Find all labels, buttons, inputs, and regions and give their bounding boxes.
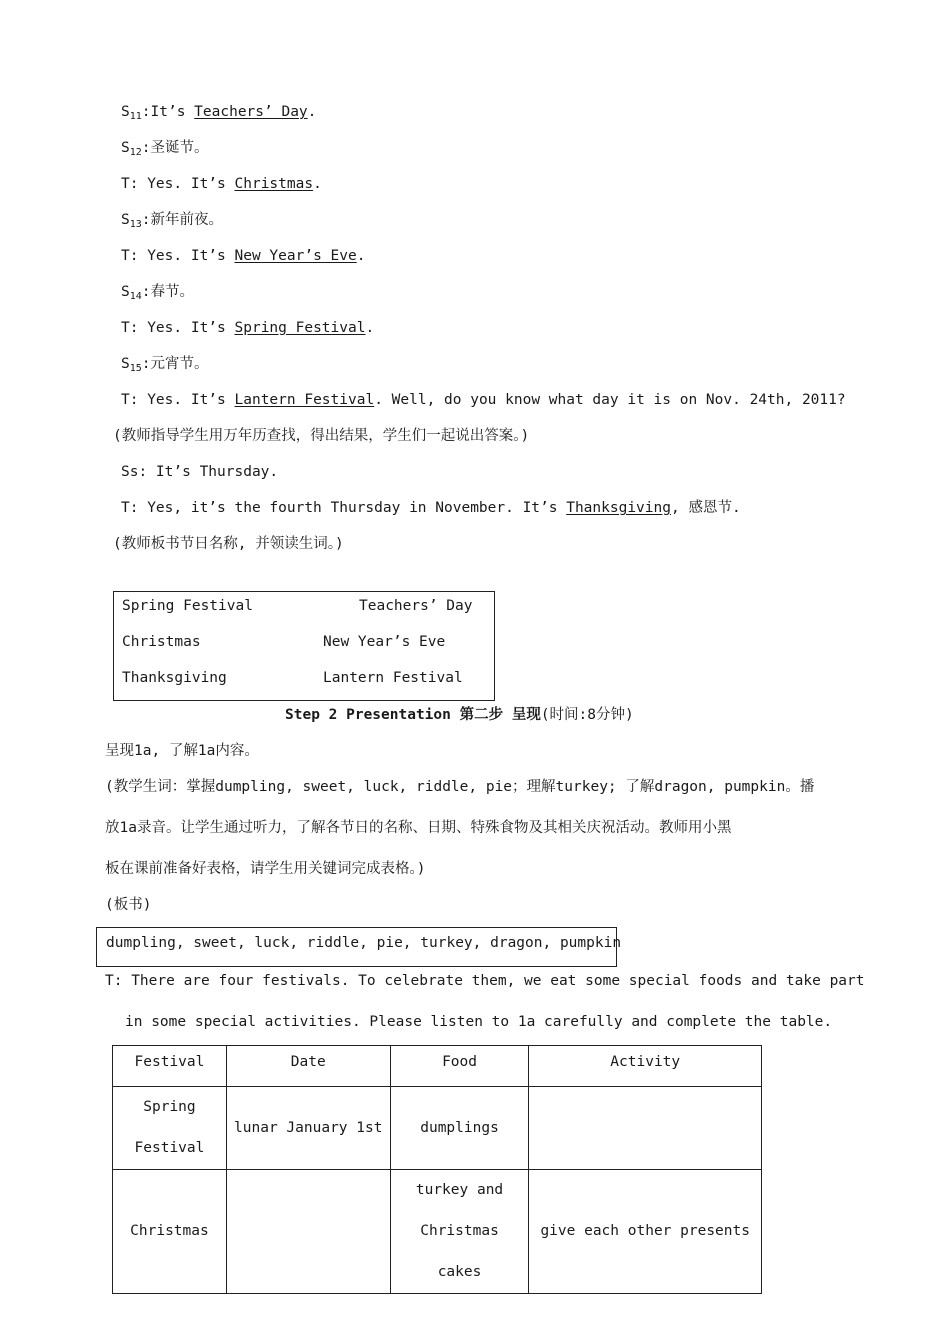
- dialogue-line: [121, 102, 316, 127]
- dialogue-text: S: [121, 284, 130, 300]
- table-header: Date: [226, 1046, 390, 1087]
- dialogue-text: :It’s: [141, 104, 195, 120]
- dialogue-text: S: [121, 140, 130, 156]
- activity-cell: give each other presents: [529, 1170, 762, 1294]
- step-title: Step 2 Presentation 第二步 呈现: [285, 707, 541, 723]
- underlined-term: Christmas: [234, 176, 314, 192]
- dialogue-line: [121, 498, 741, 518]
- festival-names-box: [113, 591, 495, 701]
- festival-name: Teachers’ Day: [359, 598, 473, 614]
- underlined-term: Thanksgiving: [566, 500, 671, 516]
- food-text: dumplings: [420, 1119, 499, 1136]
- table-header: Activity: [529, 1046, 762, 1087]
- festival-cell: [113, 1087, 227, 1170]
- festival-text: Christmas: [130, 1223, 209, 1239]
- food-text: turkey and: [415, 1182, 504, 1198]
- festival-name: Spring Festival: [122, 598, 253, 614]
- vocabulary-box: [96, 927, 622, 967]
- festival-name: New Year’s Eve: [323, 634, 446, 650]
- dialogue-text: T: Yes. It’s: [121, 176, 235, 192]
- underlined-term: Lantern Festival: [234, 392, 375, 408]
- underlined-term: Teachers’ Day: [194, 104, 308, 120]
- dialogue-text: , 感恩节.: [670, 500, 741, 516]
- table-header: Food: [390, 1046, 529, 1087]
- dialogue-line: [121, 282, 194, 307]
- festival-name: Christmas: [122, 634, 201, 650]
- date-cell: [226, 1170, 390, 1294]
- teacher-instruction: T: There are four festivals. To celebrate them, we eat some special foods and take part: [105, 973, 865, 989]
- festival-name: Lantern Festival: [323, 670, 463, 686]
- step-heading: [285, 705, 634, 725]
- speaker-number: 14: [129, 291, 142, 302]
- dialogue-text: (教师板书节日名称, 并领读生词。): [113, 536, 344, 552]
- dialogue-text: :春节。: [141, 284, 195, 300]
- dialogue-line: [121, 390, 846, 410]
- dialogue-text: .: [307, 104, 317, 120]
- speaker-number: 12: [129, 147, 142, 158]
- speaker-number: 11: [129, 111, 142, 122]
- underlined-term: Spring Festival: [234, 320, 366, 336]
- dialogue-text: T: Yes. It’s: [121, 392, 235, 408]
- step-time: (时间:8分钟): [540, 707, 634, 723]
- teaching-note-line: (教学生词：掌握dumpling, sweet, luck, riddle, pie；理解turkey; 了解dragon, pumpkin。播: [105, 779, 815, 795]
- table-row: [113, 1170, 762, 1294]
- speaker-number: 13: [129, 219, 142, 230]
- table-header: Festival: [113, 1046, 227, 1087]
- dialogue-text: S: [121, 212, 130, 228]
- teacher-instruction: in some special activities. Please listen to 1a carefully and complete the table.: [125, 1014, 833, 1030]
- dialogue-text: Ss: It’s Thursday.: [121, 464, 279, 480]
- dialogue-text: :新年前夜。: [141, 212, 224, 228]
- vocabulary-list: dumpling, sweet, luck, riddle, pie, turkey, dragon, pumpkin: [106, 935, 622, 951]
- table-row: [113, 1087, 762, 1170]
- speaker-number: 15: [129, 363, 142, 374]
- date-cell: lunar January 1st: [226, 1087, 390, 1170]
- table-header-row: [113, 1046, 762, 1087]
- dialogue-line: [121, 174, 322, 194]
- dialogue-line: [121, 354, 209, 379]
- dialogue-line: [121, 318, 374, 338]
- dialogue-text: .: [365, 320, 375, 336]
- dialogue-line: [121, 138, 209, 163]
- dialogue-line: [121, 462, 278, 482]
- food-text: Christmas cakes: [420, 1223, 499, 1280]
- board-label: (板书): [105, 897, 152, 913]
- dialogue-text: . Well, do you know what day it is on Nov. 24th, 2011?: [374, 392, 846, 408]
- dialogue-text: .: [313, 176, 322, 192]
- dialogue-line: [121, 210, 223, 235]
- dialogue-text: .: [356, 248, 366, 264]
- dialogue-line: [113, 534, 344, 554]
- dialogue-text: T: Yes, it’s the fourth Thursday in November. It’s: [121, 500, 567, 516]
- dialogue-text: :元宵节。: [141, 356, 209, 372]
- dialogue-text: S: [121, 356, 130, 372]
- teaching-note-line: 放1a录音。让学生通过听力，了解各节日的名称、日期、特殊食物及其相关庆祝活动。教师用小黑: [105, 820, 732, 836]
- festival-text: Spring: [143, 1099, 196, 1115]
- festival-name: Thanksgiving: [122, 670, 227, 686]
- food-cell: [390, 1170, 529, 1294]
- dialogue-line: [113, 426, 529, 446]
- food-cell: [390, 1087, 529, 1170]
- teaching-note-line: 板在课前准备好表格，请学生用关键词完成表格。): [105, 861, 426, 877]
- dialogue-line: [121, 246, 365, 266]
- dialogue-text: T: Yes. It’s: [121, 320, 235, 336]
- festival-cell: [113, 1170, 227, 1294]
- underlined-term: New Year’s Eve: [234, 248, 357, 264]
- festival-text: Festival: [134, 1140, 205, 1156]
- activity-cell: [529, 1087, 762, 1170]
- dialogue-text: T: Yes. It’s: [121, 248, 235, 264]
- dialogue-text: S: [121, 104, 130, 120]
- dialogue-text: (教师指导学生用万年历查找，得出结果，学生们一起说出答案。): [113, 428, 530, 444]
- dialogue-text: :圣诞节。: [141, 140, 209, 156]
- festival-table: [112, 1045, 762, 1294]
- intro-line: 呈现1a, 了解1a内容。: [105, 743, 259, 759]
